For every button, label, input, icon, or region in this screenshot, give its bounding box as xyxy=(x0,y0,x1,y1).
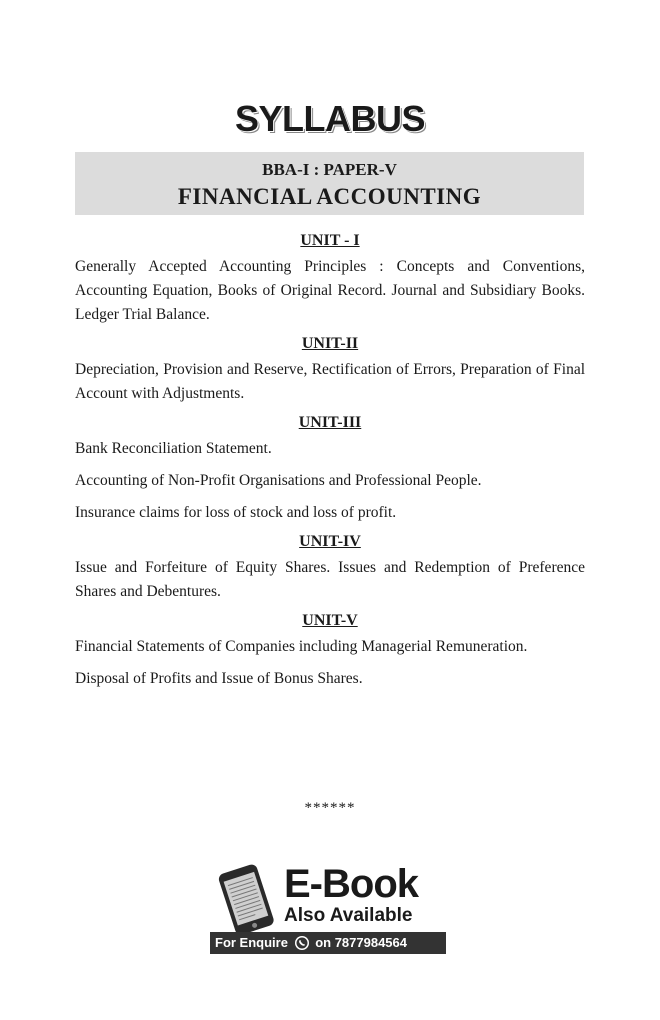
unit-3-text-2: Accounting of Non-Profit Organisations and Professional People. xyxy=(75,472,482,489)
section-separator: ****** xyxy=(304,800,356,816)
unit-3-text-1: Bank Reconciliation Statement. xyxy=(75,440,272,457)
unit-3-section xyxy=(75,414,585,525)
unit-5-text-1: Financial Statements of Companies including Managerial Remuneration. xyxy=(75,638,528,655)
unit-3-heading: UNIT-III xyxy=(298,414,362,431)
syllabus-content xyxy=(75,232,585,699)
unit-1-heading: UNIT - I xyxy=(300,232,360,249)
ebook-title: E-Book xyxy=(284,862,418,906)
unit-5-text-2: Disposal of Profits and Issue of Bonus Shares. xyxy=(75,670,363,687)
unit-2-section xyxy=(75,335,585,406)
unit-1-section xyxy=(75,232,585,327)
smartphone-icon xyxy=(210,864,280,934)
ebook-advert xyxy=(210,864,446,956)
unit-2-heading: UNIT-II xyxy=(301,335,359,352)
unit-5-section xyxy=(75,612,585,691)
unit-1-text: Generally Accepted Accounting Principles : Concepts and Conventions, Accounting Equation, Books of Original Record. Journal and Subsidiary Books. Ledger Trial Balance. xyxy=(75,258,585,323)
whatsapp-icon xyxy=(294,935,310,951)
enquire-phone: on 7877984564 xyxy=(315,935,407,950)
ebook-subtitle: Also Available xyxy=(284,905,413,926)
unit-5-heading: UNIT-V xyxy=(302,612,358,629)
subject-title: FINANCIAL ACCOUNTING xyxy=(177,184,482,209)
unit-2-text: Depreciation, Provision and Reserve, Rectification of Errors, Preparation of Final Account with Adjustments. xyxy=(75,361,585,402)
page-title: SYLLABUS xyxy=(234,98,425,139)
unit-4-text: Issue and Forfeiture of Equity Shares. Issues and Redemption of Preference Shares and Debentures. xyxy=(75,559,585,600)
unit-4-heading: UNIT-IV xyxy=(299,533,361,550)
paper-code: BBA-I : PAPER-V xyxy=(262,160,397,179)
enquire-label: For Enquire xyxy=(215,935,288,950)
paper-banner xyxy=(75,152,584,215)
unit-3-text-3: Insurance claims for loss of stock and loss of profit. xyxy=(75,504,397,521)
enquiry-bar xyxy=(210,932,446,954)
unit-4-section xyxy=(75,533,585,604)
